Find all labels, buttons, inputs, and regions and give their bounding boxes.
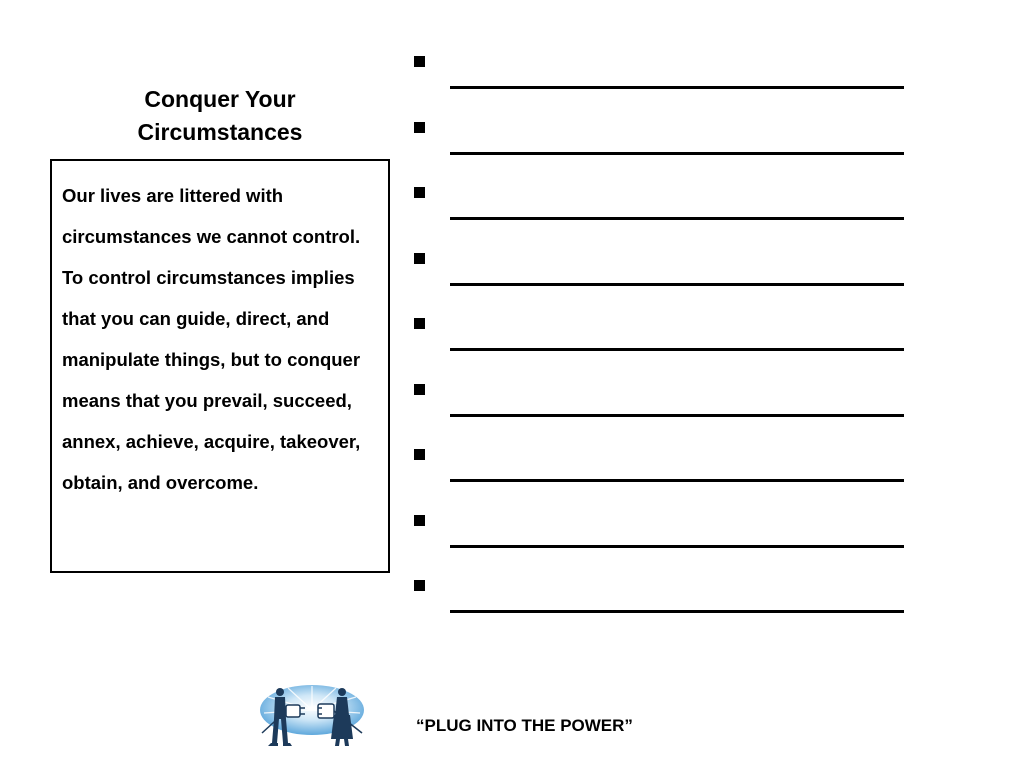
bullet-row: [412, 243, 912, 309]
fill-in-blank-line: [450, 283, 904, 286]
fill-in-blank-line: [450, 479, 904, 482]
bullet-row: [412, 570, 912, 636]
slide-title: Conquer Your Circumstances: [137, 86, 303, 145]
square-bullet-icon: [414, 253, 425, 264]
square-bullet-icon: [414, 384, 425, 395]
square-bullet-icon: [414, 56, 425, 67]
bullet-row: [412, 505, 912, 571]
fill-in-blank-line: [450, 414, 904, 417]
square-bullet-icon: [414, 580, 425, 591]
paragraph-box: [50, 159, 390, 573]
fill-in-blank-line: [450, 86, 904, 89]
fill-in-blank-line: [450, 610, 904, 613]
square-bullet-icon: [414, 515, 425, 526]
bullet-row: [412, 46, 912, 112]
plug-connection-clipart-icon: [256, 683, 368, 751]
bullet-row: [412, 439, 912, 505]
blank-bullet-list: [412, 46, 912, 636]
fill-in-blank-line: [450, 152, 904, 155]
slogan-text: “PLUG INTO THE POWER”: [416, 716, 633, 735]
fill-in-blank-line: [450, 348, 904, 351]
square-bullet-icon: [414, 449, 425, 460]
square-bullet-icon: [414, 318, 425, 329]
bullet-row: [412, 112, 912, 178]
fill-in-blank-line: [450, 217, 904, 220]
paragraph-text: Our lives are littered with circumstances we cannot control. To control circumstances implies that you can guide, direct, and manipulate things, but to conquer means that you prevail, succeed, annex, achieve, acquire, takeover, obtain, and overcome.: [62, 185, 361, 493]
square-bullet-icon: [414, 122, 425, 133]
bullet-row: [412, 308, 912, 374]
bullet-row: [412, 177, 912, 243]
fill-in-blank-line: [450, 545, 904, 548]
bullet-row: [412, 374, 912, 440]
square-bullet-icon: [414, 187, 425, 198]
